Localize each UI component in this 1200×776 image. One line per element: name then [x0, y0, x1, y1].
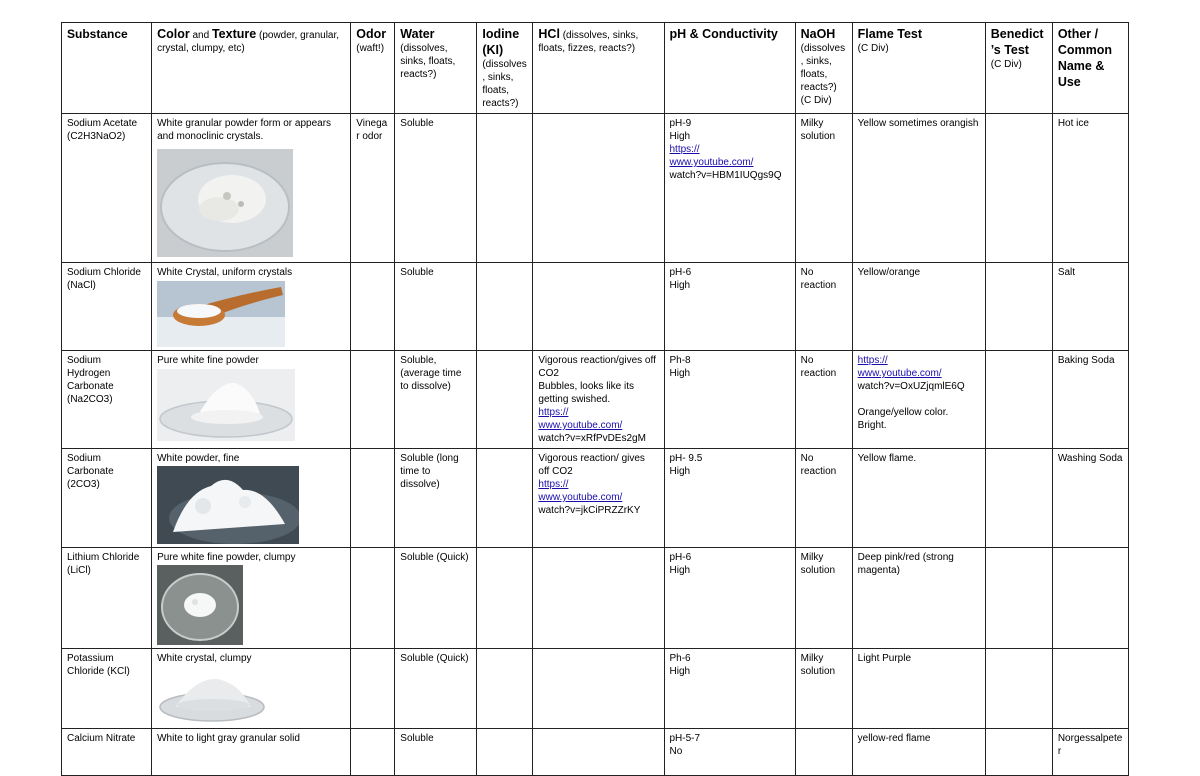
table-row [62, 351, 1129, 449]
properties-table [61, 22, 1129, 776]
header-hcl: HCl (dissolves, sinks, floats, fizzes, reacts?) [533, 23, 664, 114]
sample-photo [157, 369, 345, 441]
benedict-cell [985, 449, 1052, 548]
naoh-cell: No reaction [795, 263, 852, 351]
benedict-cell [985, 548, 1052, 649]
water-cell: Soluble [395, 729, 477, 776]
benedict-cell [985, 351, 1052, 449]
color-texture-cell: Pure white fine powder [152, 351, 351, 449]
video-link[interactable]: www.youtube.com/ [669, 157, 754, 168]
flame-cell: Light Purple [852, 649, 985, 729]
odor-cell [351, 548, 395, 649]
naoh-cell: No reaction [795, 449, 852, 548]
naoh-cell [795, 729, 852, 776]
other-cell: Norgessalpeter [1052, 729, 1128, 776]
table-row [62, 114, 1129, 263]
odor-cell [351, 649, 395, 729]
iodine-cell [477, 649, 533, 729]
video-link[interactable]: https:// [538, 479, 569, 490]
iodine-cell [477, 263, 533, 351]
ph-cell: pH-9 High https:// www.youtube.com/ watch?v=HBM1IUQgs9Q [664, 114, 795, 263]
substance-name: Sodium Acetate (C2H3NaO2) [62, 114, 152, 263]
benedict-cell [985, 729, 1052, 776]
header-benedict: Benedict’s Test (C Div) [985, 23, 1052, 114]
sample-photo [157, 667, 345, 725]
table-row [62, 729, 1129, 776]
benedict-cell [985, 263, 1052, 351]
table-row [62, 263, 1129, 351]
iodine-cell [477, 729, 533, 776]
color-texture-cell: White to light gray granular solid [152, 729, 351, 776]
water-cell: Soluble [395, 114, 477, 263]
sample-photo [157, 466, 345, 544]
sample-photo [157, 149, 345, 257]
water-cell: Soluble (Quick) [395, 649, 477, 729]
header-flame: Flame Test (C Div) [852, 23, 985, 114]
hcl-cell: Vigorous reaction/gives off CO2 Bubbles, looks like its getting swished. https:// www.youtube.com/ watch?v=xRfPvDEs2gM [533, 351, 664, 449]
hcl-cell: Vigorous reaction/ gives off CO2 https:// www.youtube.com/ watch?v=jkCiPRZZrKY [533, 449, 664, 548]
naoh-cell: Milky solution [795, 649, 852, 729]
header-substance: Substance [62, 23, 152, 114]
naoh-cell: Milky solution [795, 548, 852, 649]
hcl-cell [533, 114, 664, 263]
hcl-cell [533, 729, 664, 776]
color-texture-cell: White crystal, clumpy [152, 649, 351, 729]
sample-photo [157, 281, 345, 347]
other-cell: Hot ice [1052, 114, 1128, 263]
iodine-cell [477, 114, 533, 263]
ph-cell: pH-5-7 No [664, 729, 795, 776]
substance-name: Lithium Chloride (LiCl) [62, 548, 152, 649]
other-cell: Washing Soda [1052, 449, 1128, 548]
naoh-cell: No reaction [795, 351, 852, 449]
header-naoh: NaOH (dissolves, sinks, floats, reacts?) (C Div) [795, 23, 852, 114]
ph-cell: pH-6 High [664, 548, 795, 649]
naoh-cell: Milky solution [795, 114, 852, 263]
sample-photo [157, 565, 345, 645]
water-cell: Soluble (long time to dissolve) [395, 449, 477, 548]
video-link[interactable]: www.youtube.com/ [538, 420, 623, 431]
iodine-cell [477, 548, 533, 649]
color-texture-cell: White Crystal, uniform crystals [152, 263, 351, 351]
video-link[interactable]: www.youtube.com/ [538, 492, 623, 503]
hcl-cell [533, 263, 664, 351]
benedict-cell [985, 649, 1052, 729]
flame-cell: Yellow/orange [852, 263, 985, 351]
header-other: Other / Common Name & Use [1052, 23, 1128, 114]
table-row [62, 649, 1129, 729]
header-color-texture: Color and Texture (powder, granular, crystal, clumpy, etc) [152, 23, 351, 114]
table-row [62, 449, 1129, 548]
other-cell [1052, 649, 1128, 729]
flame-cell: yellow-red flame [852, 729, 985, 776]
odor-cell [351, 449, 395, 548]
substance-name: Sodium Hydrogen Carbonate (Na2CO3) [62, 351, 152, 449]
odor-cell [351, 263, 395, 351]
odor-cell [351, 729, 395, 776]
water-cell: Soluble [395, 263, 477, 351]
color-texture-cell: White granular powder form or appears and monoclinic crystals. [152, 114, 351, 263]
benedict-cell [985, 114, 1052, 263]
substance-name: Sodium Chloride (NaCl) [62, 263, 152, 351]
video-link[interactable]: https:// [538, 407, 569, 418]
odor-cell [351, 351, 395, 449]
header-ph: pH & Conductivity [664, 23, 795, 114]
header-odor: Odor (waft!) [351, 23, 395, 114]
color-texture-cell: Pure white fine powder, clumpy [152, 548, 351, 649]
video-link[interactable]: https:// [669, 144, 700, 155]
ph-cell: pH-6 High [664, 263, 795, 351]
flame-cell: Deep pink/red (strong magenta) [852, 548, 985, 649]
flame-cell: https:// www.youtube.com/ watch?v=OxUZjqmlE6Q Orange/yellow color. Bright. [852, 351, 985, 449]
other-cell: Salt [1052, 263, 1128, 351]
ph-cell: Ph-8 High [664, 351, 795, 449]
iodine-cell [477, 449, 533, 548]
header-row [62, 23, 1129, 114]
flame-cell: Yellow flame. [852, 449, 985, 548]
water-cell: Soluble, (average time to dissolve) [395, 351, 477, 449]
substance-name: Sodium Carbonate (2CO3) [62, 449, 152, 548]
flame-cell: Yellow sometimes orangish [852, 114, 985, 263]
ph-cell: Ph-6 High [664, 649, 795, 729]
header-iodine: Iodine (KI) (dissolves, sinks, floats, reacts?) [477, 23, 533, 114]
hcl-cell [533, 548, 664, 649]
other-cell [1052, 548, 1128, 649]
table-row [62, 548, 1129, 649]
other-cell: Baking Soda [1052, 351, 1128, 449]
substance-name: Calcium Nitrate [62, 729, 152, 776]
color-texture-cell: White powder, fine [152, 449, 351, 548]
water-cell: Soluble (Quick) [395, 548, 477, 649]
substance-name: Potassium Chloride (KCl) [62, 649, 152, 729]
video-link[interactable]: https:// [857, 355, 888, 366]
odor-cell: Vinegar odor [351, 114, 395, 263]
header-water: Water (dissolves, sinks, floats, reacts?) [395, 23, 477, 114]
video-link[interactable]: www.youtube.com/ [857, 368, 942, 379]
ph-cell: pH- 9.5 High [664, 449, 795, 548]
iodine-cell [477, 351, 533, 449]
hcl-cell [533, 649, 664, 729]
